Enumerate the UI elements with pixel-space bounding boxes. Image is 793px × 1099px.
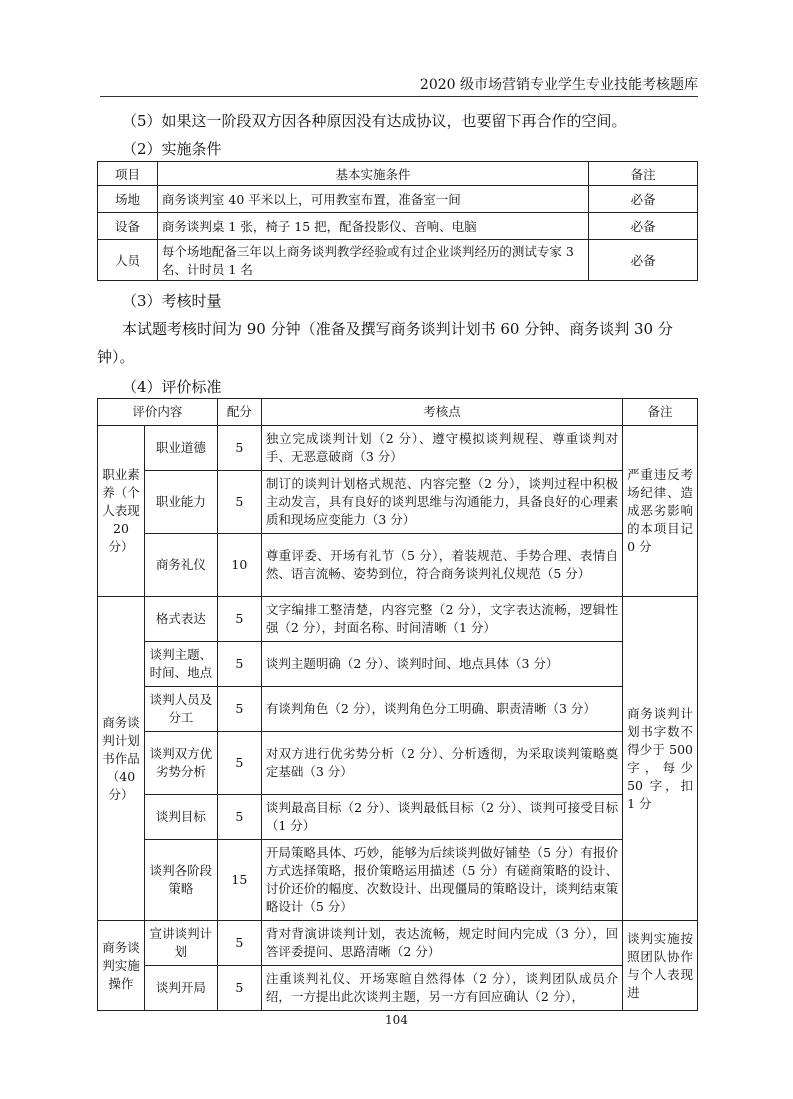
item-score: 10 xyxy=(217,534,261,597)
item-name: 谈判目标 xyxy=(144,795,217,840)
item-score: 15 xyxy=(217,840,261,921)
column-header: 备注 xyxy=(623,399,698,426)
item-score: 5 xyxy=(217,966,261,1011)
item-name: 宣讲谈判计划 xyxy=(144,921,217,966)
item-name: 谈判人员及分工 xyxy=(144,687,217,732)
group-note: 谈判实施按照团队协作与个人表现进 xyxy=(623,921,698,1011)
item-name: 谈判主题、时间、地点 xyxy=(144,642,217,687)
item-score: 5 xyxy=(217,642,261,687)
group-note: 严重违反考场纪律、造成恶劣影响的本项目记 0 分 xyxy=(623,426,698,597)
item-score: 5 xyxy=(217,426,261,471)
condition-text: 商务谈判桌 1 张，椅子 15 把，配备投影仪、音响、电脑 xyxy=(157,213,588,240)
item-point: 背对背演讲谈判计划，表达流畅，规定时间内完成（3 分），回答评委提问、思路清晰（2 分） xyxy=(261,921,622,966)
item-name: 商务礼仪 xyxy=(144,534,217,597)
group-note: 商务谈判计划书字数不得少于 500 字，每少 50 字，扣 1 分 xyxy=(623,597,698,921)
condition-note: 必备 xyxy=(589,240,698,281)
item-point: 尊重评委、开场有礼节（5 分），着装规范、手势合理、表情自然、语言流畅、姿势到位，符合商务谈判礼仪规范（5 分） xyxy=(261,534,622,597)
table-row xyxy=(98,240,698,281)
item-name: 谈判开局 xyxy=(144,966,217,1011)
condition-item: 场地 xyxy=(98,186,158,213)
condition-note: 必备 xyxy=(589,213,698,240)
item-score: 5 xyxy=(217,795,261,840)
duration-text-line1: 本试题考核时间为 90 分钟（准备及撰写商务谈判计划书 60 分钟、商务谈判 30 分 xyxy=(122,320,673,338)
section-heading-criteria: （4）评价标准 xyxy=(122,378,222,396)
condition-note: 必备 xyxy=(589,186,698,213)
item-point: 文字编排工整清楚，内容完整（2 分），文字表达流畅，逻辑性强（2 分），封面名称、时间清晰（1 分） xyxy=(261,597,622,642)
table-row xyxy=(98,642,698,687)
table-row xyxy=(98,840,698,921)
conditions-table xyxy=(97,161,698,281)
item-point: 注重谈判礼仪、开场寒暄自然得体（2 分），谈判团队成员介绍，一方提出此次谈判主题，另一方有回应确认（2 分）， xyxy=(261,966,622,1011)
table-row xyxy=(98,186,698,213)
table-row xyxy=(98,534,698,597)
column-header: 考核点 xyxy=(261,399,622,426)
table-row xyxy=(98,597,698,642)
item-score: 5 xyxy=(217,471,261,534)
column-header: 评价内容 xyxy=(98,399,218,426)
item-name: 谈判双方优劣势分析 xyxy=(144,732,217,795)
item-score: 5 xyxy=(217,687,261,732)
group-name: 商务谈判实施操作 xyxy=(98,921,145,1011)
item-score: 5 xyxy=(217,732,261,795)
condition-item: 人员 xyxy=(98,240,158,281)
item-point: 独立完成谈判计划（2 分）、遵守模拟谈判规程、尊重谈判对手、无恶意破商（3 分） xyxy=(261,426,622,471)
item-score: 5 xyxy=(217,597,261,642)
duration-text-line2: 钟）。 xyxy=(97,348,135,366)
condition-text: 商务谈判室 40 平米以上，可用教室布置，准备室一间 xyxy=(157,186,588,213)
table-row xyxy=(98,426,698,471)
section-heading-duration: （3）考核时量 xyxy=(122,292,222,310)
table-row xyxy=(98,795,698,840)
column-header: 基本实施条件 xyxy=(157,162,588,186)
table-row xyxy=(98,921,698,966)
conditions-header-row xyxy=(98,162,698,186)
item-name: 谈判各阶段策略 xyxy=(144,840,217,921)
group-name: 职业素养（个人表现 20 分） xyxy=(98,426,145,597)
item-name: 职业能力 xyxy=(144,471,217,534)
section-heading-conditions: （2）实施条件 xyxy=(122,140,222,158)
item-point: 制订的谈判计划格式规范、内容完整（2 分），谈判过程中积极主动发言，具有良好的谈判思维与沟通能力，具备良好的心理素质和现场应变能力（3 分） xyxy=(261,471,622,534)
table-row xyxy=(98,471,698,534)
criteria-header-row xyxy=(98,399,698,426)
item-name: 职业道德 xyxy=(144,426,217,471)
intro-line: （5）如果这一阶段双方因各种原因没有达成协议，也要留下再合作的空间。 xyxy=(122,112,627,130)
criteria-table xyxy=(97,398,698,1011)
item-point: 有谈判角色（2 分），谈判角色分工明确、职责清晰（3 分） xyxy=(261,687,622,732)
table-row xyxy=(98,732,698,795)
item-point: 谈判最高目标（2 分）、谈判最低目标（2 分）、谈判可接受目标（1 分） xyxy=(261,795,622,840)
table-row xyxy=(98,213,698,240)
condition-item: 设备 xyxy=(98,213,158,240)
page-number: 104 xyxy=(385,1013,408,1027)
group-name: 商务谈判计划书作品（40 分） xyxy=(98,597,145,921)
item-point: 开局策略具体、巧妙，能够为后续谈判做好铺垫（5 分）有报价方式选择策略，报价策略运用描述（5 分）有磋商策略的设计、讨价还价的幅度、次数设计、出现僵局的策略设计，谈判结束策略设计（5 分） xyxy=(261,840,622,921)
running-header: 2020 级市场营销专业学生专业技能考核题库 xyxy=(100,74,698,97)
item-point: 对双方进行优劣势分析（2 分）、分析透彻，为采取谈判策略奠定基础（3 分） xyxy=(261,732,622,795)
table-row xyxy=(98,966,698,1011)
item-point: 谈判主题明确（2 分）、谈判时间、地点具体（3 分） xyxy=(261,642,622,687)
table-row xyxy=(98,687,698,732)
item-name: 格式表达 xyxy=(144,597,217,642)
column-header: 备注 xyxy=(589,162,698,186)
condition-text: 每个场地配备三年以上商务谈判教学经验或有过企业谈判经历的测试专家 3 名、计时员 1 名 xyxy=(157,240,588,281)
column-header: 配分 xyxy=(217,399,261,426)
column-header: 项目 xyxy=(98,162,158,186)
item-score: 5 xyxy=(217,921,261,966)
